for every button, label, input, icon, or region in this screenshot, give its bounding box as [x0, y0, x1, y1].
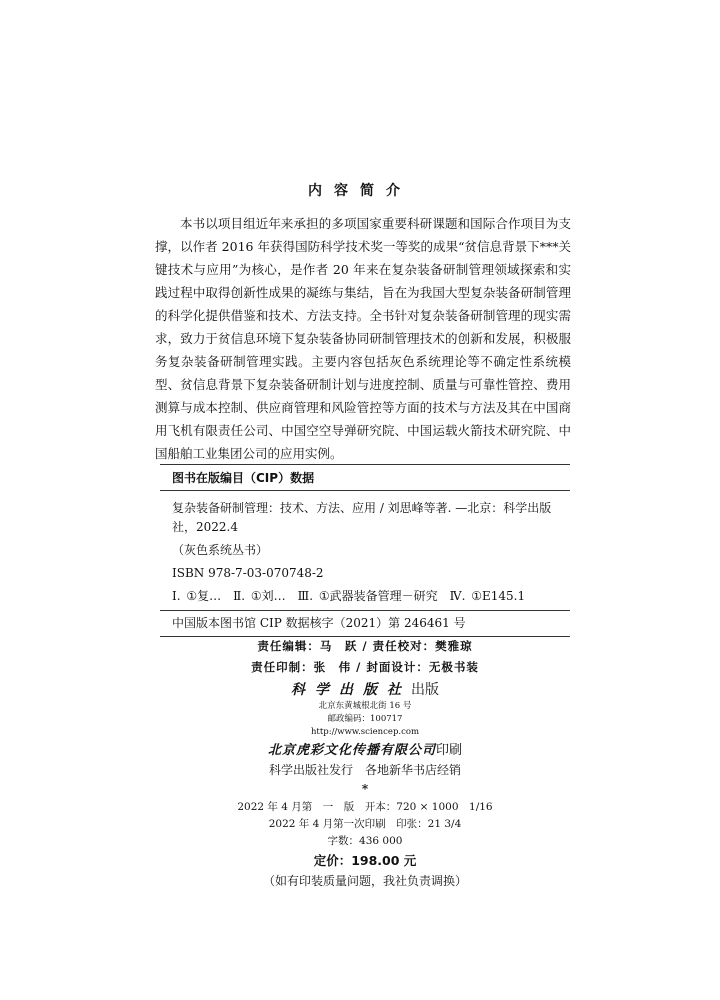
word-count: 字数：436 000: [327, 835, 403, 847]
printer-line: [160, 741, 570, 761]
cip-description: 复杂装备研制管理：技术、方法、应用 / 刘思峰等著. —北京：科学出版社，2022.4: [172, 501, 552, 534]
distribution-line: 科学出版社发行 各地新华书店经销: [268, 763, 461, 777]
publisher-postcode: 邮政编码：100717: [327, 714, 403, 724]
printer-suffix: 印刷: [436, 743, 463, 758]
separator-star: *: [361, 782, 369, 796]
publisher-logo: 科学出版社: [291, 682, 411, 698]
publisher-line: [160, 680, 570, 700]
cip-series: （灰色系统丛书）: [172, 543, 269, 557]
publisher-website: http://www.sciencep.com: [310, 727, 420, 737]
cip-heading: 图书在版编目（CIP）数据: [160, 464, 570, 491]
staff-production: 责任印制：张 伟 / 封面设计：无极书装: [251, 660, 479, 674]
printing-line: 2022 年 4 月第一次印刷 印张：21 3/4: [268, 818, 462, 830]
cip-record: 中国版本图书馆 CIP 数据核字（2021）第 246461 号: [160, 610, 570, 637]
cip-classification: Ⅰ. ①复… Ⅱ. ①刘… Ⅲ. ①武器装备管理－研究 Ⅳ. ①E145.1: [172, 589, 526, 603]
staff-editors: 责任编辑：马 跃 / 责任校对：樊雅琼: [257, 639, 473, 653]
publisher-address: 北京东黄城根北街 16 号: [318, 701, 412, 711]
colophon: [160, 636, 570, 891]
edition-line: 2022 年 4 月第 一 版 开本：720 × 1000 1/16: [237, 801, 493, 813]
quality-notice: （如有印装质量问题，我社负责调换）: [262, 874, 467, 888]
summary-title: 内容简介: [308, 183, 412, 199]
cip-block: [160, 464, 570, 637]
publisher-suffix: 出版: [411, 682, 439, 698]
printer-logo: 北京虎彩文化传播有限公司: [267, 743, 436, 758]
price: 定价：198.00 元: [313, 853, 417, 868]
summary-body: 本书以项目组近年来承担的多项国家重要科研课题和国际合作项目为支撑，以作者 2016 年获得国防科学技术奖一等奖的成果“贫信息背景下***关键技术与应用”为核心，是作者 20 年来在复杂装备研制管理领域探索和实践过程中取得创新性成果的凝练与集结，旨在为我国大型复杂装备研制管理的科学化提供借鉴和技术、方法支持。全书针对复杂装备研制管理的现实需求，致力于贫信息环境下复杂装备协同研制管理技术的创新和发展，积极服务复杂装备研制管理实践。主要内容包括灰色系统理论等不确定性系统模型、贫信息背景下复杂装备研制计划与进度控制、质量与可靠性管控、费用测算与成本控制、供应商管理和风险管控等方面的技术与方法及其在中国商用飞机有限责任公司、中国空空导弹研究院、中国运载火箭技术研究院、中国船舶工业集团公司的应用实例。: [155, 216, 571, 461]
cip-isbn: ISBN 978-7-03-070748-2: [172, 566, 324, 580]
